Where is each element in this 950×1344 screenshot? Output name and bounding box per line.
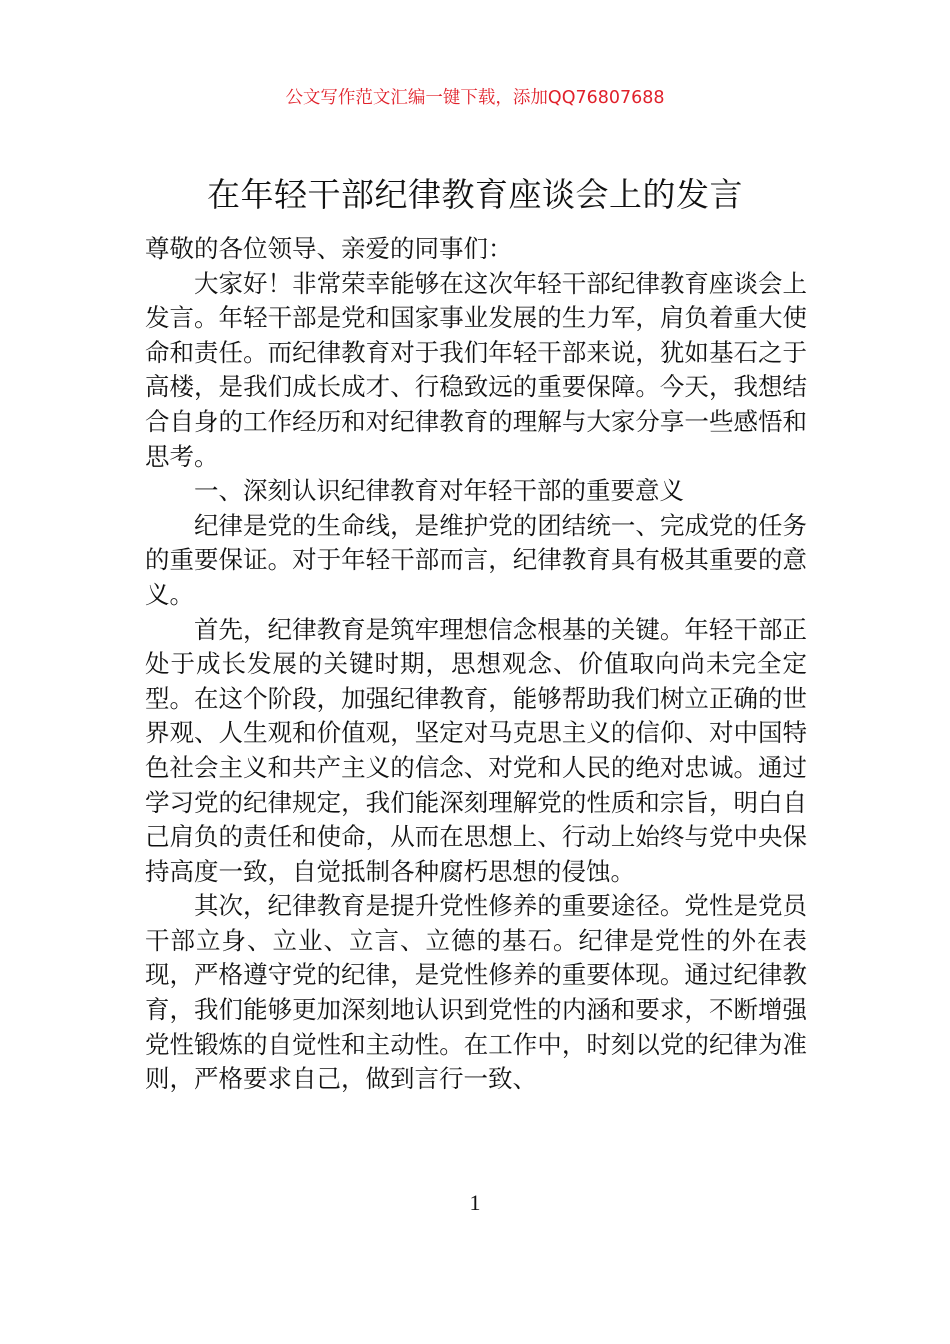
paragraph-first-point: 首先，纪律教育是筑牢理想信念根基的关键。年轻干部正处于成长发展的关键时期，思想观念、价值取向尚未完全定型。在这个阶段，加强纪律教育，能够帮助我们树立正确的世界观、人生观和价值观，坚定对马克思主义的信仰、对中国特色社会主义和共产主义的信念、对党和人民的绝对忠诚。通过学习党的纪律规定，我们能深刻理解党的性质和宗旨，明白自己肩负的责任和使命，从而在思想上、行动上始终与党中央保持高度一致，自觉抵制各种腐朽思想的侵蚀。 — [145, 614, 807, 886]
section-heading-1: 一、深刻认识纪律教育对年轻干部的重要意义 — [194, 476, 684, 506]
paragraph-discipline-lifeline: 纪律是党的生命线，是维护党的团结统一、完成党的任务的重要保证。对于年轻干部而言，纪律教育具有极其重要的意义。 — [145, 510, 807, 609]
download-notice: 公文写作范文汇编一键下载，添加QQ76807688 — [285, 88, 665, 108]
document-title: 在年轻干部纪律教育座谈会上的发言 — [207, 175, 743, 214]
salutation: 尊敬的各位领导、亲爱的同事们： — [145, 234, 513, 263]
document-body — [145, 232, 807, 1097]
paragraph-second-point: 其次，纪律教育是提升党性修养的重要途径。党性是党员干部立身、立业、立言、立德的基石。纪律是党性的外在表现，严格遵守党的纪律，是党性修养的重要体现。通过纪律教育，我们能够更加深刻地认识到党性的内涵和要求，不断增强党性锻炼的自觉性和主动性。在工作中，时刻以党的纪律为准则，严格要求自己，做到言行一致、 — [145, 891, 807, 1094]
paragraph-greeting: 大家好！非常荣幸能够在这次年轻干部纪律教育座谈会上发言。年轻干部是党和国家事业发展的生力军，肩负着重大使命和责任。而纪律教育对于我们年轻干部来说，犹如基石之于高楼，是我们成长成才、行稳致远的重要保障。今天，我想结合自身的工作经历和对纪律教育的理解与大家分享一些感悟和思考。 — [145, 268, 807, 471]
page-number: 1 — [469, 1190, 481, 1215]
